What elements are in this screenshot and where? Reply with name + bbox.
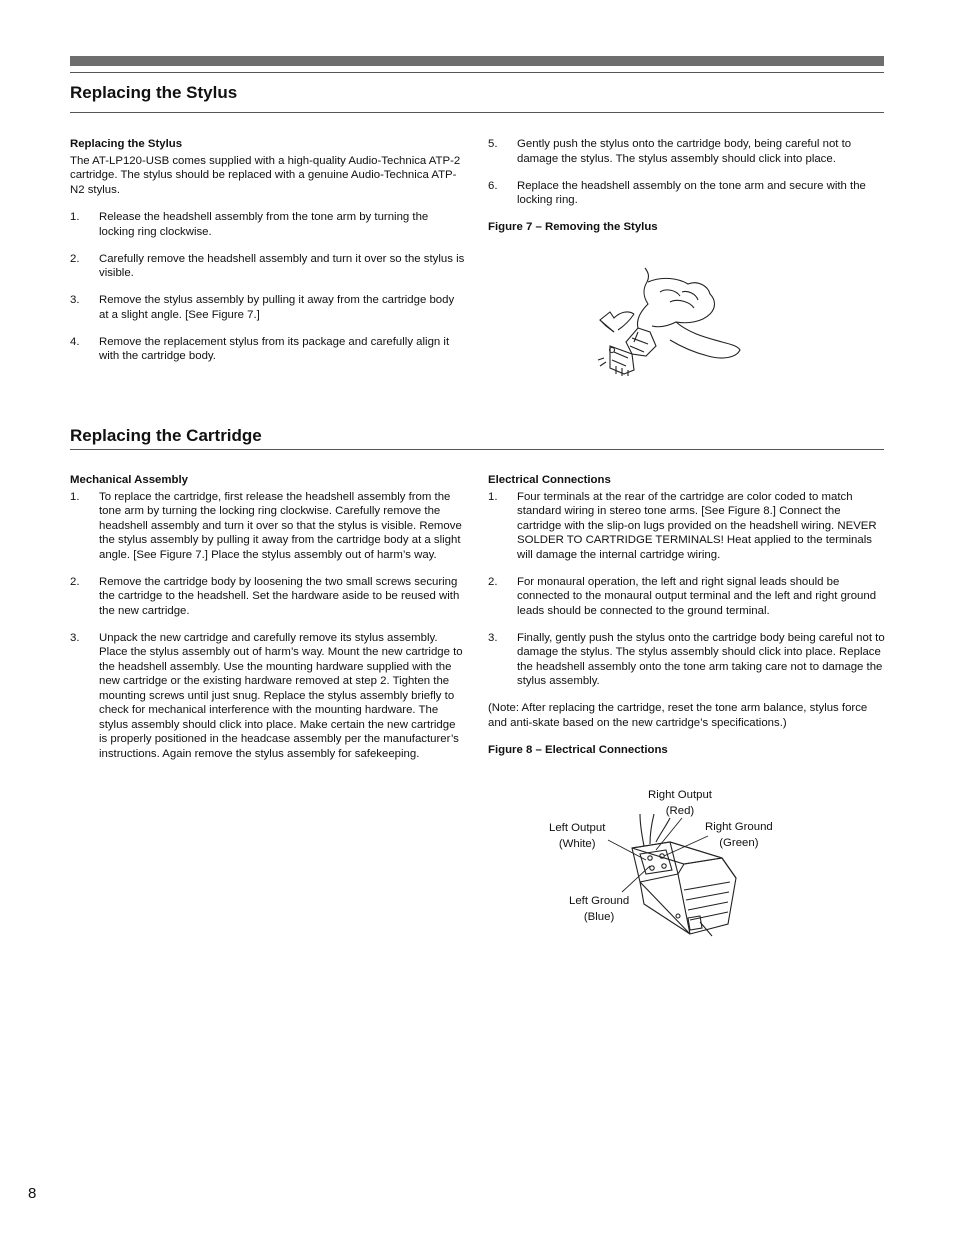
subheading-mechanical: Mechanical Assembly — [70, 474, 188, 486]
page-number: 8 — [28, 1185, 37, 1202]
figure-8-leader-lines — [600, 816, 710, 896]
stylus-steps-list-continued — [488, 137, 886, 208]
stylus-left-column — [70, 137, 465, 376]
subheading-electrical: Electrical Connections — [488, 474, 611, 486]
list-item: 1. To replace the cartridge, first release the headshell assembly from the tone arm by turning the locking ring clockwise. Carefully remove the headshell assembly and turn it over so that the stylus is visible. Remove the stylus assembly by pulling it away from the cartridge body at a slight angle. [See Figure 7.] Place the stylus assembly out of harm’s way. — [70, 490, 462, 561]
label-right-output: Right Output (Red) — [648, 789, 712, 817]
label-right-ground: Right Ground (Green) — [705, 821, 773, 849]
section-rule — [70, 112, 884, 113]
list-item: 4. Remove the replacement stylus from its package and carefully align it with the cartridge body. — [70, 335, 450, 362]
list-item: 2. Carefully remove the headshell assembly and turn it over so the stylus is visible. — [70, 252, 465, 279]
figure-8-caption: Figure 8 – Electrical Connections — [488, 744, 668, 756]
list-item: 6. Replace the headshell assembly on the tone arm and secure with the locking ring. — [488, 179, 866, 206]
electrical-steps-list — [488, 490, 886, 689]
header-bar — [70, 56, 884, 66]
header-rule — [70, 72, 884, 73]
list-item: 1. Release the headshell assembly from the tone arm by turning the locking ring clockwise. — [70, 211, 429, 238]
section-rule — [70, 449, 884, 450]
list-item: 3. Remove the stylus assembly by pulling it away from the cartridge body at a slight angle. [See Figure 7.] — [70, 294, 455, 321]
list-item: 2. For monaural operation, the left and right signal leads should be connected to the monaural output terminal and the left and right ground leads should be connected to the ground terminal. — [488, 575, 877, 617]
section-title-stylus: Replacing the Stylus — [70, 83, 238, 102]
section-title-cartridge: Replacing the Cartridge — [70, 426, 262, 445]
subheading: Replacing the Stylus — [70, 138, 183, 150]
list-item: 5. Gently push the stylus onto the cartridge body, being careful not to damage the stylus. The stylus assembly should click into place. — [488, 138, 852, 165]
figure-7-hand-removing-stylus-illustration — [590, 262, 745, 380]
list-item: 3. Finally, gently push the stylus onto the cartridge body being careful not to damage the stylus. The stylus assembly should click into place. Replace the headshell assembly onto the tone arm taking care not to damage the stylus assembly. — [488, 631, 885, 687]
cartridge-left-column — [70, 473, 465, 774]
mechanical-steps-list — [70, 490, 465, 762]
list-item: 2. Remove the cartridge body by loosening the two small screws securing the cartridge to the headshell. Set the hardware aside to be reused with the new cartridge. — [70, 575, 460, 617]
list-item: 1. Four terminals at the rear of the cartridge are color coded to match standard wiring in stereo tone arms. [See Figure 8.] Connect the cartridge with the slip-on lugs provided on the headshell wiring. NEVER SOLDER TO CARTRIDGE TERMINALS! Heat applied to the terminals will damage the internal cartridge wiring. — [488, 490, 877, 561]
figure-7-caption: Figure 7 – Removing the Stylus — [488, 221, 658, 233]
list-item: 3. Unpack the new cartridge and carefully remove its stylus assembly. Place the stylus assembly out of harm’s way. Mount the new cartridge to the headshell assembly. Use the mounting hardware supplied with the new cartridge or the existing hardware removed at step 2. Tighten the mounting screws until just snug. Replace the stylus assembly briefly to check for mechanical interference with the mounting hardware. The stylus assembly should click into place. Make certain the new cartridge is properly positioned in the headcase assembly per the manufacturer’s instructions. Again remove the stylus assembly for safekeeping. — [70, 631, 463, 760]
intro-paragraph: The AT-LP120-USB comes supplied with a high-quality Audio-Technica ATP-2 cartridge. The stylus should be replaced with a genuine Audio-Technica ATP-N2 stylus. — [70, 154, 461, 196]
label-left-ground: Left Ground (Blue) — [569, 895, 630, 923]
label-left-output: Left Output (White) — [549, 822, 606, 850]
stylus-right-column — [488, 137, 886, 235]
note-paragraph: (Note: After replacing the cartridge, reset the tone arm balance, stylus force and anti-skate based on the new cartridge’s specifications.) — [488, 702, 868, 729]
stylus-steps-list — [70, 210, 465, 364]
cartridge-right-column — [488, 473, 886, 758]
